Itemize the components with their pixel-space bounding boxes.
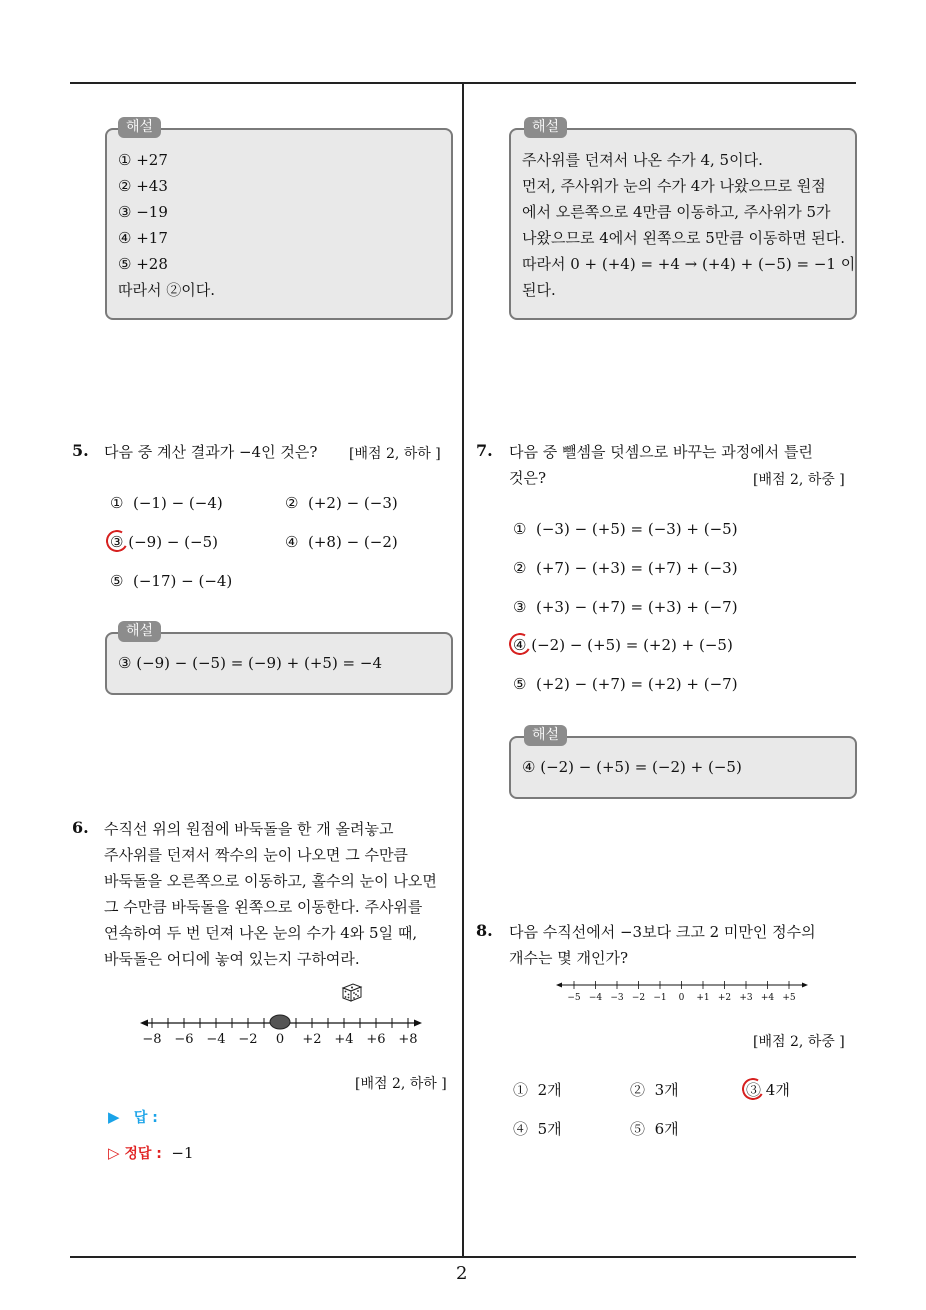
axis-label: +2	[302, 1032, 322, 1047]
axis-label: −5	[567, 993, 581, 1003]
answer-row	[108, 1107, 158, 1128]
question-text: 바둑돌은 어디에 놓여 있는지 구하여라.	[104, 950, 360, 968]
solution-line: ④ +17	[118, 229, 168, 247]
question-text: 바둑돌을 오른쪽으로 이동하고, 홀수의 눈이 나오면	[104, 872, 437, 890]
question-text: 연속하여 두 번 던져 나온 눈의 수가 4와 5일 때,	[104, 924, 418, 942]
question-text: 다음 수직선에서 −3보다 크고 2 미만인 정수의	[509, 923, 816, 941]
option-2[interactable]: ② (+2) − (−3)	[285, 494, 398, 512]
solution-line: 된다.	[522, 281, 556, 299]
axis-label: −4	[588, 993, 603, 1003]
solution-line: ① +27	[118, 151, 168, 169]
axis-label: +4	[760, 993, 775, 1003]
solution-line: ③ (−9) − (−5) = (−9) + (+5) = −4	[118, 654, 383, 672]
solution-line: ⑤ +28	[118, 255, 168, 273]
axis-label: +1	[696, 993, 710, 1003]
solution-line: 나왔으므로 4에서 왼쪽으로 5만큼 이동하면 된다.	[522, 229, 846, 247]
question-text: 다음 중 계산 결과가 −4인 것은?	[104, 443, 318, 461]
option-1[interactable]: ① 2개	[513, 1081, 562, 1099]
solution-tag: 해설	[118, 621, 161, 642]
solution-tag: 해설	[524, 117, 567, 138]
question-text: 다음 중 뺄셈을 덧셈으로 바꾸는 과정에서 틀린	[509, 443, 813, 461]
axis-label: −8	[142, 1032, 162, 1047]
option-4[interactable]: ④ (−2) − (+5) = (+2) + (−5)	[513, 636, 733, 654]
number-line-q6	[140, 1010, 422, 1050]
question-text: 그 수만큼 바둑돌을 왼쪽으로 이동한다. 주사위를	[104, 898, 423, 916]
score-meta: [배점 2, 하하 ]	[349, 446, 441, 462]
answer-label: 답 :	[133, 1110, 158, 1126]
stone-marker	[270, 1015, 290, 1029]
option-3[interactable]: ③ (−9) − (−5)	[110, 533, 218, 551]
axis-label: −2	[631, 993, 646, 1003]
column-divider	[462, 82, 464, 1258]
solution-line: ② +43	[118, 177, 168, 195]
play-arrow-icon: ▶	[108, 1108, 120, 1126]
question-text: 개수는 몇 개인가?	[509, 949, 629, 967]
outline-arrow-icon: ▷	[108, 1144, 120, 1162]
question-text: 주사위를 던져서 짝수의 눈이 나오면 그 수만큼	[104, 846, 408, 864]
axis-label: −2	[238, 1032, 258, 1047]
option-2[interactable]: ② (+7) − (+3) = (+7) + (−3)	[513, 559, 738, 577]
option-3[interactable]: ③ 4개	[746, 1081, 790, 1099]
score-meta: [배점 2, 하중 ]	[753, 472, 845, 488]
axis-label: +6	[366, 1032, 386, 1047]
axis-label: −4	[206, 1032, 226, 1047]
option-3[interactable]: ③ (+3) − (+7) = (+3) + (−7)	[513, 598, 738, 616]
solution-line: ③ −19	[118, 203, 168, 221]
key-value: −1	[171, 1144, 194, 1162]
page-number: 2	[456, 1263, 468, 1284]
option-2[interactable]: ② 3개	[630, 1081, 679, 1099]
solution-line: 에서 오른쪽으로 4만큼 이동하고, 주사위가 5가	[522, 203, 831, 221]
solution-tag: 해설	[118, 117, 161, 138]
axis-label: +3	[739, 993, 753, 1003]
question-text: 수직선 위의 원점에 바둑돌을 한 개 올려놓고	[104, 820, 394, 838]
question-number: 7.	[476, 441, 493, 460]
question-text: 것은?	[509, 469, 547, 487]
number-line-q8	[556, 978, 808, 1006]
axis-label: +8	[398, 1032, 418, 1047]
axis-label: −1	[653, 993, 667, 1003]
option-5[interactable]: ⑤ (−17) − (−4)	[110, 572, 233, 590]
question-number: 8.	[476, 921, 493, 940]
solution-line: 따라서 ②이다.	[118, 281, 215, 299]
axis-label: 0	[275, 1032, 285, 1047]
question-number: 5.	[72, 441, 89, 460]
option-4[interactable]: ④ (+8) − (−2)	[285, 533, 398, 551]
option-5[interactable]: ⑤ (+2) − (+7) = (+2) + (−7)	[513, 675, 738, 693]
solution-tag: 해설	[524, 725, 567, 746]
option-1[interactable]: ① (−1) − (−4)	[110, 494, 223, 512]
option-1[interactable]: ① (−3) − (+5) = (−3) + (−5)	[513, 520, 738, 538]
axis-label: +4	[334, 1032, 354, 1047]
solution-line: ④ (−2) − (+5) = (−2) + (−5)	[522, 758, 742, 776]
axis-label: −6	[174, 1032, 194, 1047]
question-number: 6.	[72, 818, 89, 837]
score-meta: [배점 2, 하하 ]	[355, 1076, 447, 1092]
dice-icon	[341, 982, 363, 1002]
solution-line: 먼저, 주사위가 눈의 수가 4가 나왔으므로 원점	[522, 177, 826, 195]
bottom-rule	[70, 1256, 856, 1258]
option-4[interactable]: ④ 5개	[513, 1120, 562, 1138]
option-5[interactable]: ⑤ 6개	[630, 1120, 679, 1138]
key-row	[108, 1143, 194, 1164]
score-meta: [배점 2, 하중 ]	[753, 1034, 845, 1050]
solution-line: 따라서 0 + (+4) = +4 → (+4) + (−5) = −1 이	[522, 255, 856, 273]
key-label: 정답 :	[124, 1146, 162, 1162]
solution-line: 주사위를 던져서 나온 수가 4, 5이다.	[522, 151, 763, 169]
axis-label: +2	[717, 993, 732, 1003]
axis-label: −3	[610, 993, 624, 1003]
axis-label: 0	[678, 993, 685, 1003]
axis-label: +5	[782, 993, 796, 1003]
